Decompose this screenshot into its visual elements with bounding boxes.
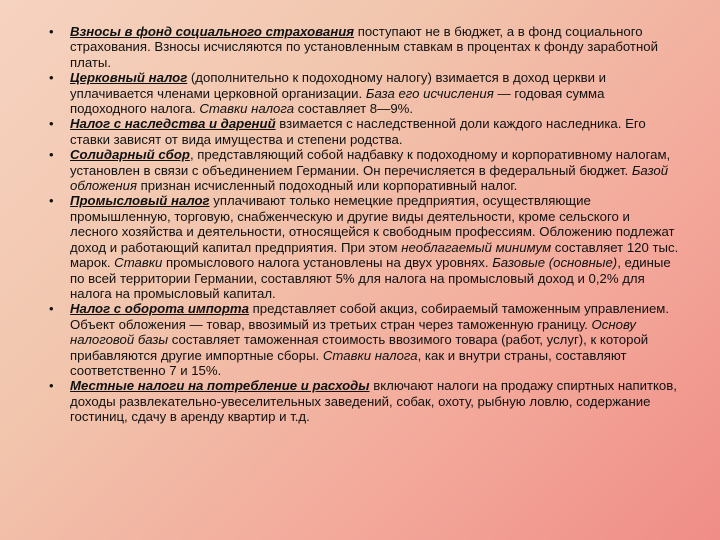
body-text: взимается с наследственной доли каждого наследника. Его ставки зависят от вида имущества и степени родства.: [70, 116, 646, 147]
bullet-item: [0, 24, 720, 70]
tax-term: Налог с оборота импорта: [70, 301, 249, 317]
bullet-item: [0, 193, 720, 301]
bullet-list: [0, 24, 720, 425]
body-text: представляет собой акциз, собираемый таможенным управлением. Объект обложения — товар, ввозимый из третьих стран через таможенную границу.: [70, 301, 670, 332]
emphasis-text: Базой обложения: [70, 162, 669, 194]
body-text: , как и внутри страны, составляют соответственно 7 и 15%.: [70, 347, 627, 378]
body-text: признан исчисленный подоходный или корпоративный налог.: [137, 178, 518, 194]
emphasis-text: База его исчисления: [365, 85, 494, 101]
emphasis-text: Базовые (основные): [492, 255, 618, 271]
tax-term: Солидарный сбор: [70, 147, 190, 163]
body-text: , единые по всей территории Германии, составляют 5% для налога на промысловый доход и 0,2% для налога на промысловый капитал.: [70, 255, 671, 301]
bullet-item: [0, 147, 720, 193]
bullet-dot-icon: •: [49, 116, 54, 132]
body-text: — годовая сумма подоходного налога.: [70, 85, 605, 117]
bullet-dot-icon: •: [49, 24, 54, 39]
tax-term: Церковный налог: [70, 70, 188, 86]
bullet-dot-icon: •: [49, 301, 54, 317]
body-text: поступают не в бюджет, а в фонд социального страхования. Взносы исчисляются по установленным ставкам в процентах к фонду заработной платы.: [70, 24, 658, 70]
bullet-item: [0, 116, 720, 147]
bullet-item: [0, 378, 720, 424]
body-text: составляет 8—9%.: [294, 101, 414, 117]
emphasis-text: Ставки налога: [199, 101, 295, 117]
emphasis-text: Ставки: [114, 255, 163, 271]
bullet-dot-icon: •: [49, 378, 54, 394]
emphasis-text: Основу налоговой базы: [70, 316, 637, 348]
bullet-dot-icon: •: [49, 193, 54, 209]
tax-term: Взносы в фонд социального страхования: [70, 24, 355, 39]
tax-term: Местные налоги на потребление и расходы: [70, 378, 370, 394]
bullet-item: [0, 301, 720, 378]
body-text: составляет таможенная стоимость ввозимого товара (работ, услуг), к которой прибавляются другие импортные сборы.: [70, 332, 649, 363]
emphasis-text: необлагаемый минимум: [401, 239, 552, 255]
body-text: (дополнительно к подоходному налогу) взимается в доход церкви и уплачивается членами церковной организации.: [70, 70, 607, 101]
tax-term: Налог с наследства и дарений: [70, 116, 276, 132]
emphasis-text: Ставки налога: [322, 347, 418, 363]
bullet-dot-icon: •: [49, 147, 54, 163]
body-text: промыслового налога установлены на двух уровнях.: [162, 255, 493, 271]
tax-term: Промысловый налог: [70, 193, 210, 209]
bullet-item: [0, 70, 720, 116]
bullet-dot-icon: •: [49, 70, 54, 86]
body-text: составляет 120 тыс. марок.: [70, 239, 679, 271]
body-text: , представляющий собой надбавку к подоходному и корпоративному налогам, установлен в связи с объединением Германии. Он перечисляется в федеральный бюджет.: [70, 147, 671, 178]
body-text: уплачивают только немецкие предприятия, осуществляющие промышленную, торговую, снабженческую и другие виды деятельности, кроме сельского и лесного хозяйства и деятельности, относящейся к свободным профессиям. Обложению подлежат доход и работающий капитал предприятия. При этом: [70, 193, 675, 255]
body-text: включают налоги на продажу спиртных напитков, доходы развлекательно-увеселительных заведений, собак, охоту, рыбную ловлю, содержание гостиниц, сдачу в аренду квартир и т.д.: [70, 378, 677, 425]
